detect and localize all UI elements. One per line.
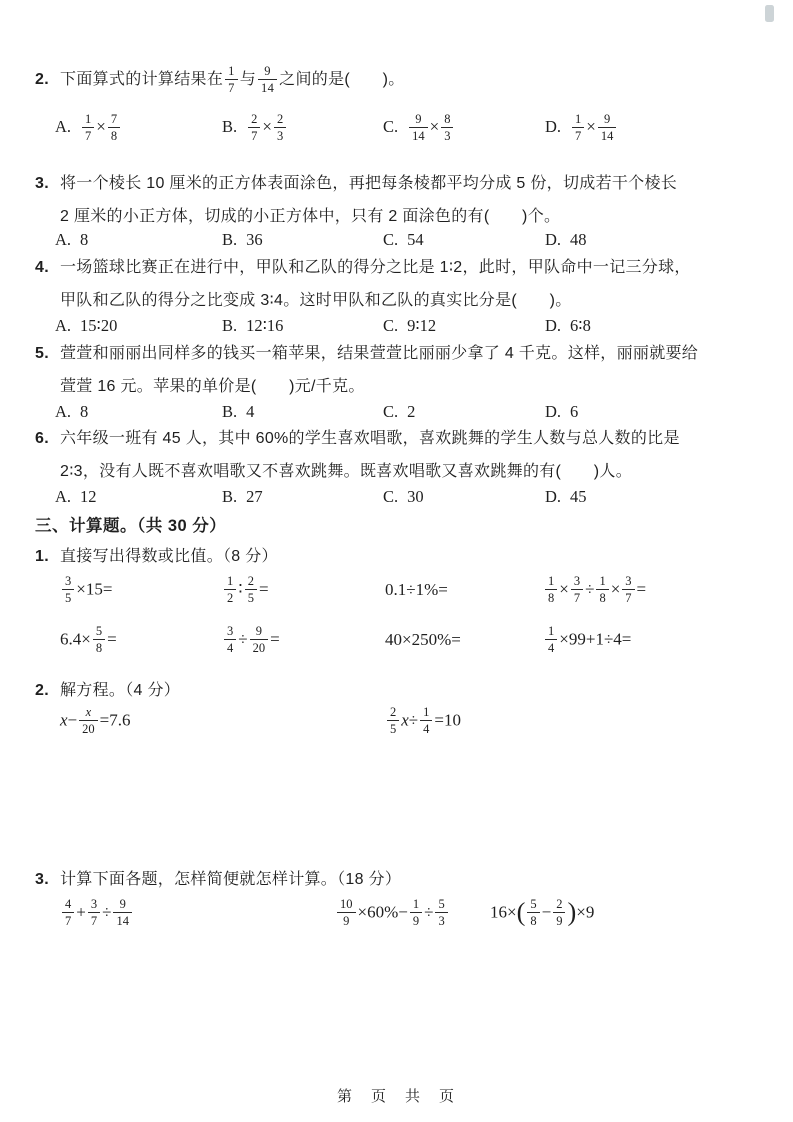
option-label: C. bbox=[383, 230, 399, 249]
question-text: 甲队和乙队的得分之比变成 3∶4。这时甲队和乙队的真实比分是( )。 bbox=[60, 292, 572, 309]
option-label: C. bbox=[383, 316, 399, 335]
option-label: D. bbox=[545, 230, 562, 249]
fraction: $\frac{3}{7}$ bbox=[622, 574, 634, 605]
question-text: 2∶3，没有人既不喜欢唱歌又不喜欢跳舞。既喜欢唱歌又喜欢跳舞的有( )人。 bbox=[60, 463, 633, 480]
equation: $\frac{2}{5}$ x÷ $\frac{1}{4}$ =10 bbox=[385, 705, 755, 736]
question-3-line-2 bbox=[35, 205, 755, 228]
option-b bbox=[222, 487, 383, 507]
fraction: $\frac{3}{7}$ bbox=[571, 574, 583, 605]
question-number: 5. bbox=[35, 345, 49, 362]
option-value: 36 bbox=[246, 230, 263, 249]
fraction: $\frac{9}{14}$ bbox=[409, 112, 428, 143]
question-text: 六年级一班有 45 人，其中 60%的学生喜欢唱歌，喜欢跳舞的学生人数与总人数的比是 bbox=[60, 430, 680, 447]
fraction: $\frac{5}{3}$ bbox=[435, 897, 447, 928]
fraction: $\frac{1}{2}$ bbox=[224, 574, 236, 605]
fraction: $\frac{5}{8}$ bbox=[93, 624, 105, 655]
question-4-line-2 bbox=[35, 289, 755, 312]
option-value: 4 bbox=[246, 402, 255, 421]
page-footer: 第 页 共 页 bbox=[336, 1088, 456, 1105]
option-label: B. bbox=[222, 117, 238, 137]
expression: $\frac{10}{9}$ ×60%− $\frac{1}{9}$ ÷ $\frac{5}{3}$ bbox=[335, 897, 490, 928]
option-value: 27 bbox=[246, 487, 263, 506]
question-number: 6. bbox=[35, 430, 49, 447]
subquestion-title: 直接写出得数或比值。（8 分） bbox=[60, 548, 278, 565]
option-label: C. bbox=[383, 402, 399, 421]
fraction: $\frac{2}{5}$ bbox=[387, 705, 399, 736]
question-text: 一场篮球比赛正在进行中，甲队和乙队的得分之比是 1∶2，此时，甲队命中一记三分球， bbox=[60, 259, 691, 276]
fraction: $\frac{1}{8}$ bbox=[545, 574, 557, 605]
option-value: $\frac{2}{7}$ × $\frac{2}{3}$ bbox=[246, 117, 288, 136]
fraction: $\frac{1}{4}$ bbox=[420, 705, 432, 736]
calc-expression: $\frac{3}{4}$ ÷ $\frac{9}{20}$ = bbox=[222, 624, 385, 655]
direct-calc-row-2 bbox=[35, 624, 755, 655]
option-label: B. bbox=[222, 230, 238, 249]
question-6-options bbox=[35, 487, 755, 507]
question-number: 2. bbox=[35, 71, 49, 89]
calc-expression: 40×250%= bbox=[385, 629, 461, 649]
option-b bbox=[222, 230, 383, 250]
option-label: A. bbox=[55, 487, 72, 506]
option-label: B. bbox=[222, 402, 238, 421]
section-3-sub-2-title bbox=[35, 679, 755, 702]
fraction: $\frac{1}{7}$ bbox=[82, 112, 94, 143]
calc-expression: $\frac{1}{8}$ × $\frac{3}{7}$ ÷ $\frac{1}{8}$ × $\frac{3}{7}$ = bbox=[543, 574, 755, 605]
question-6-line-2 bbox=[35, 460, 755, 483]
question-2-stem bbox=[35, 64, 755, 95]
option-value: 15∶20 bbox=[80, 316, 118, 335]
simplify-expressions-row bbox=[35, 897, 755, 928]
fraction: $\frac{2}{7}$ bbox=[248, 112, 260, 143]
subquestion-number: 1. bbox=[35, 548, 49, 565]
question-text: 萱萱 16 元。苹果的单价是( )元/千克。 bbox=[60, 378, 365, 395]
fraction: $\frac{1}{9}$ bbox=[410, 897, 422, 928]
option-value: 30 bbox=[407, 487, 424, 506]
option-label: D. bbox=[545, 117, 562, 137]
fraction: $\frac{3}{7}$ bbox=[88, 897, 100, 928]
expression: $\frac{4}{7}$ + $\frac{3}{7}$ ÷ $\frac{9}{14}$ bbox=[60, 897, 335, 928]
subquestion-title: 计算下面各题，怎样简便就怎样计算。（18 分） bbox=[60, 871, 402, 888]
fraction: $\frac{9}{14}$ bbox=[598, 112, 617, 143]
calc-expression: $\frac{3}{5}$ ×15= bbox=[60, 574, 222, 605]
option-c bbox=[383, 112, 545, 143]
fraction: $\frac{x}{20}$ bbox=[79, 705, 98, 736]
subquestion-title: 解方程。（4 分） bbox=[60, 682, 181, 699]
option-value: 48 bbox=[570, 230, 587, 249]
subquestion-number: 2. bbox=[35, 682, 49, 699]
option-value: 12 bbox=[80, 487, 97, 506]
fraction: $\frac{3}{4}$ bbox=[224, 624, 236, 655]
option-d bbox=[545, 112, 755, 143]
question-number: 3. bbox=[35, 175, 49, 192]
option-value: 2 bbox=[407, 402, 416, 421]
fraction: $\frac{1}{4}$ bbox=[545, 624, 557, 655]
page-corner-mark-icon bbox=[765, 5, 774, 22]
option-label: A. bbox=[55, 402, 72, 421]
question-text: 将一个棱长 10 厘米的正方体表面涂色，再把每条棱都平均分成 5 份，切成若干个棱长 bbox=[60, 175, 678, 192]
option-label: A. bbox=[55, 316, 72, 335]
question-text: 萱萱和丽丽出同样多的钱买一箱苹果，结果萱萱比丽丽少拿了 4 千克。这样，丽丽就要给 bbox=[60, 345, 699, 362]
option-value: 45 bbox=[570, 487, 587, 506]
option-c bbox=[383, 402, 545, 422]
option-value: $\frac{9}{14}$ × $\frac{8}{3}$ bbox=[407, 117, 455, 136]
fraction: $\frac{9}{20}$ bbox=[250, 624, 269, 655]
option-label: C. bbox=[383, 117, 399, 137]
option-d bbox=[545, 230, 755, 250]
calc-expression: $\frac{1}{4}$ ×99+1÷4= bbox=[543, 624, 755, 655]
option-b bbox=[222, 402, 383, 422]
option-d bbox=[545, 316, 755, 336]
expression: 16×( $\frac{5}{8}$ − $\frac{2}{9}$ )×9 bbox=[490, 897, 595, 928]
option-label: D. bbox=[545, 487, 562, 506]
option-d bbox=[545, 487, 755, 507]
option-c bbox=[383, 316, 545, 336]
fraction: $\frac{1}{7}$ bbox=[572, 112, 584, 143]
option-value: 8 bbox=[80, 230, 89, 249]
option-value: 12∶16 bbox=[246, 316, 284, 335]
equations-row bbox=[35, 705, 755, 736]
option-a bbox=[55, 487, 222, 507]
option-value: $\frac{1}{7}$ × $\frac{7}{8}$ bbox=[80, 117, 122, 136]
fraction: $\frac{9}{14}$ bbox=[258, 64, 277, 95]
fraction: $\frac{1}{8}$ bbox=[596, 574, 608, 605]
fraction: $\frac{8}{3}$ bbox=[441, 112, 453, 143]
question-stem: 下面算式的计算结果在 $\frac{1}{7}$ 与 $\frac{9}{14}$ 之间的是( )。 bbox=[60, 64, 405, 95]
option-label: C. bbox=[383, 487, 399, 506]
option-c bbox=[383, 487, 545, 507]
question-text: 2 厘米的小正方体，切成的小正方体中，只有 2 面涂色的有( )个。 bbox=[60, 208, 561, 225]
option-value: 9∶12 bbox=[407, 316, 437, 335]
option-label: A. bbox=[55, 117, 72, 137]
fraction: $\frac{1}{7}$ bbox=[225, 64, 238, 95]
section-3-heading: 三、计算题。（共 30 分） bbox=[35, 517, 227, 535]
question-4-line-1 bbox=[35, 256, 755, 279]
calc-expression: $\frac{1}{2}$ ∶ $\frac{2}{5}$ = bbox=[222, 574, 385, 605]
direct-calc-row-1 bbox=[35, 574, 755, 605]
option-value: 54 bbox=[407, 230, 424, 249]
question-6-line-1 bbox=[35, 427, 755, 450]
subquestion-number: 3. bbox=[35, 871, 49, 888]
option-c bbox=[383, 230, 545, 250]
fraction: $\frac{5}{8}$ bbox=[527, 897, 539, 928]
fraction: $\frac{2}{9}$ bbox=[553, 897, 565, 928]
option-value: 8 bbox=[80, 402, 89, 421]
option-label: D. bbox=[545, 316, 562, 335]
fraction: $\frac{10}{9}$ bbox=[337, 897, 356, 928]
fraction: $\frac{3}{5}$ bbox=[62, 574, 74, 605]
calc-expression: 0.1÷1%= bbox=[385, 579, 448, 599]
section-3-sub-1-title bbox=[35, 545, 755, 568]
question-3-line-1 bbox=[35, 172, 755, 195]
question-2-options bbox=[35, 112, 755, 143]
option-label: B. bbox=[222, 487, 238, 506]
question-5-line-1 bbox=[35, 342, 755, 365]
section-3-sub-3-title bbox=[35, 868, 755, 891]
option-value: 6∶8 bbox=[570, 316, 591, 335]
option-a bbox=[55, 316, 222, 336]
option-label: A. bbox=[55, 230, 72, 249]
equation: x− $\frac{x}{20}$ =7.6 bbox=[60, 705, 131, 736]
option-b bbox=[222, 112, 383, 143]
option-label: B. bbox=[222, 316, 238, 335]
option-d bbox=[545, 402, 755, 422]
question-5-line-2 bbox=[35, 375, 755, 398]
option-b bbox=[222, 316, 383, 336]
calc-expression: 6.4× $\frac{5}{8}$ = bbox=[60, 624, 117, 655]
question-number: 4. bbox=[35, 259, 49, 276]
option-a bbox=[55, 230, 222, 250]
option-a bbox=[55, 402, 222, 422]
option-value: $\frac{1}{7}$ × $\frac{9}{14}$ bbox=[570, 117, 618, 136]
option-a bbox=[55, 112, 222, 143]
fraction: $\frac{7}{8}$ bbox=[108, 112, 120, 143]
question-5-options bbox=[35, 402, 755, 422]
option-value: 6 bbox=[570, 402, 579, 421]
question-3-options bbox=[35, 230, 755, 250]
fraction: $\frac{2}{3}$ bbox=[274, 112, 286, 143]
fraction: $\frac{4}{7}$ bbox=[62, 897, 74, 928]
fraction: $\frac{9}{14}$ bbox=[113, 897, 132, 928]
fraction: $\frac{2}{5}$ bbox=[245, 574, 257, 605]
option-label: D. bbox=[545, 402, 562, 421]
question-4-options bbox=[35, 316, 755, 336]
